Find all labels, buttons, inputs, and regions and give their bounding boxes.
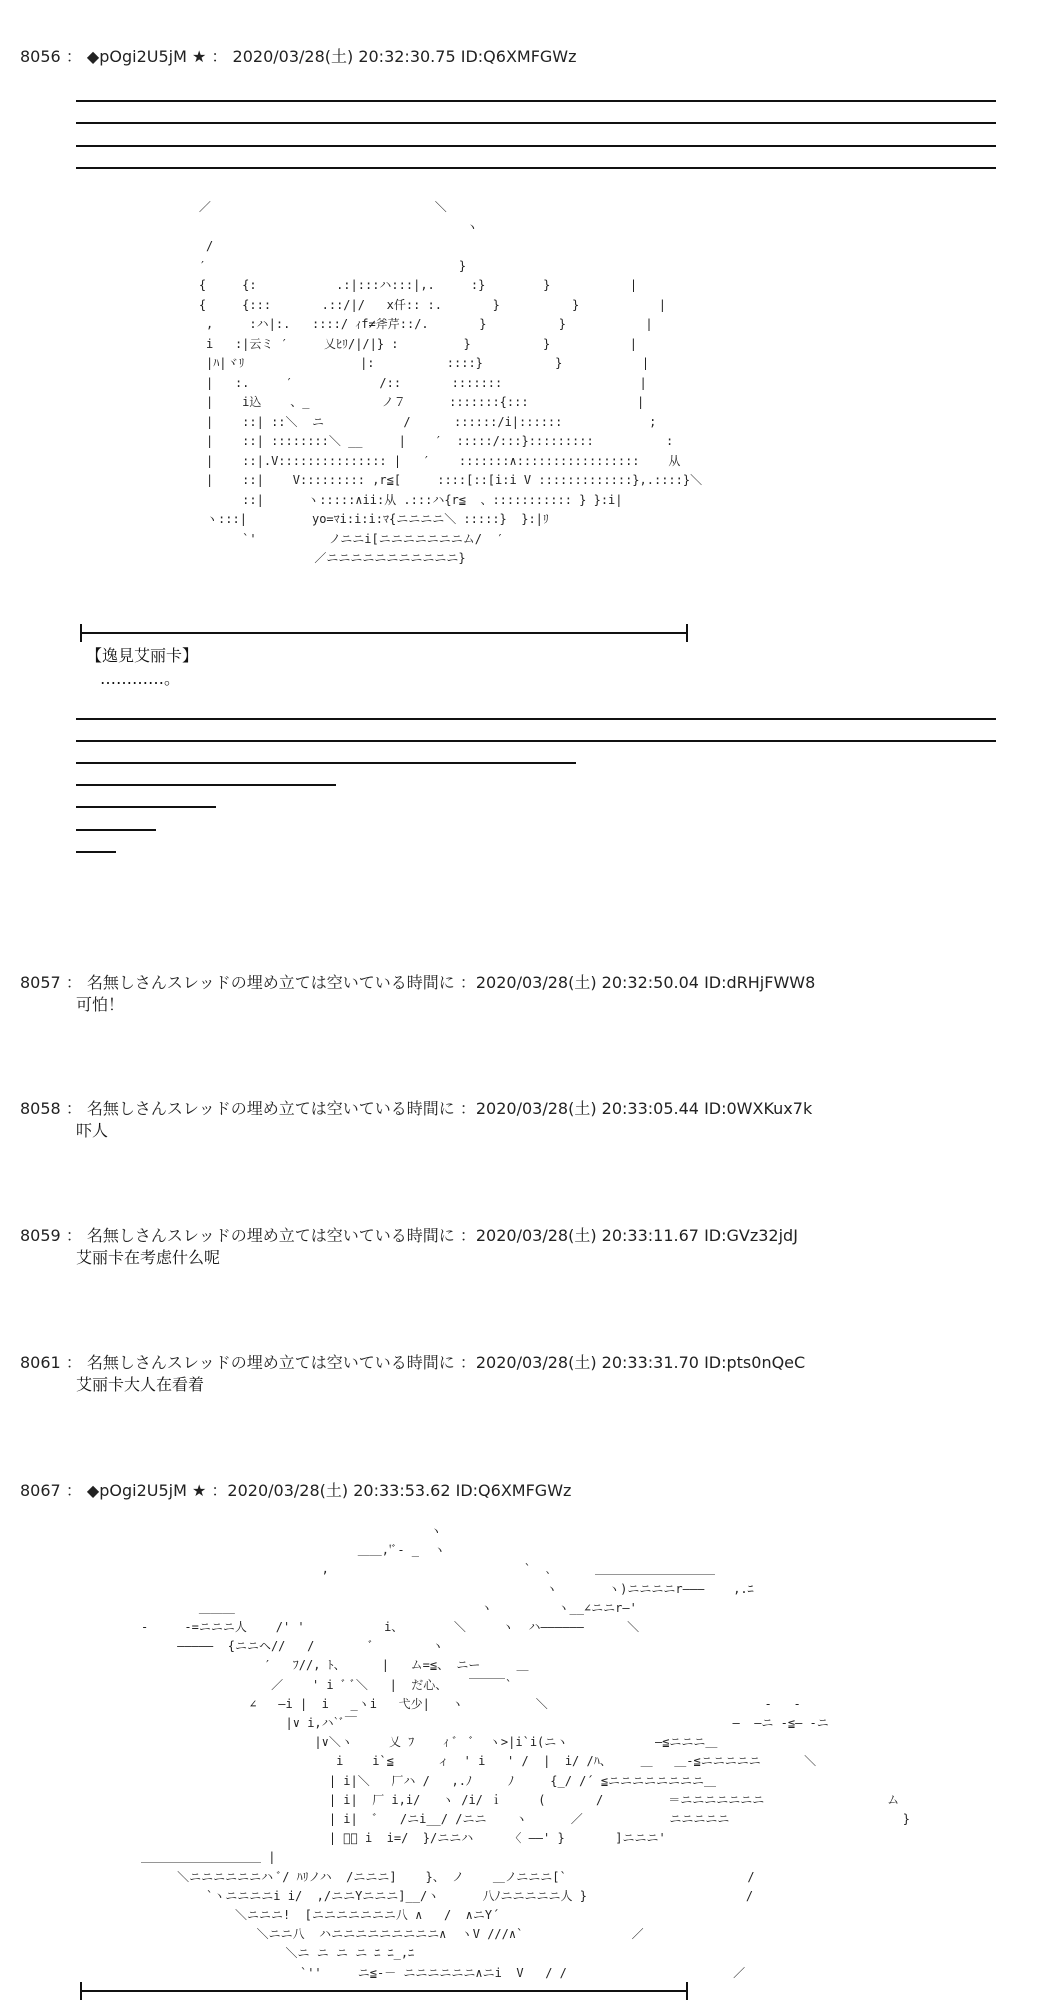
poster-name: 名無しさんスレッドの埋め立ては空いている時間に (86, 1099, 455, 1118)
post-datetime: 2020/03/28(土) 20:32:30.75 (232, 47, 456, 66)
scene-divider (80, 1990, 688, 1992)
post-number[interactable]: 8059 (20, 1226, 61, 1245)
divider-cap (686, 1982, 688, 2000)
post-8067 (20, 1480, 1030, 1502)
post-separator: ： (65, 973, 82, 992)
post-header (20, 46, 1030, 68)
separator-line (76, 806, 216, 808)
separator-line (76, 167, 996, 169)
post-8056 (20, 46, 1030, 68)
post-separator: ： (65, 1099, 82, 1118)
post-number[interactable]: 8061 (20, 1353, 61, 1372)
poster-id[interactable]: ID:pts0nQeC (704, 1353, 806, 1372)
poster-id[interactable]: ID:Q6XMFGWz (455, 1481, 572, 1500)
separator-line (76, 145, 996, 147)
post-separator: ： (65, 1481, 82, 1500)
ascii-art: ヽ ＿＿,'ﾞ‐ _ ヽ , ` ､ ＿＿＿＿＿＿＿＿＿＿ ヽ ヽ)ニニニニr――― ,.ﾆ ＿＿＿ ヽ ヽ__∠ニニr―' - -=ニニニ人 /' ' i、 ＼ ヽ ハ―――――― ＼ ――――― {ニニヘ// / ﾞ ヽ ′ ﾌ//, ﾄ、 | ム=≦、 ニー ＿ ／ ' i ﾞ ﾞ＼ | だ心、 ￣￣￣` ∠ ―i | i _ヽi 弋少| ヽ ＼ - ‐ |∨ i,ハ`ﾞ￣ ― ―ニ -≦― ‐ニ |∨＼ヽ 乂 ﾌ ｨ ﾞ ﾞ ヽ>|i`i(ニヽ ―≦ニニニ＿ i i`≦ ィ ' i ' / | i/ /ﾊ、 ＿ ＿-≦ニニニニニ ＼ | i|＼ 厂ハ / ,.ﾉ ﾉ {_/ /´ ≦ニニニニニニニニ＿ | i| 厂 i,i/ ヽ /i/ ｉ ( / ＝ニニニニニニニ ム | i| ﾞ /ニi__/ /ニニ ヽ ／ ニニニニニ } | ﾞﾞ i i=/ }/ニニハ 〈 ――' } ]ニニニ' ＿＿＿＿＿＿＿＿＿＿ | ＼ニニニニニニハ ﾞ/ ﾊﾘノハ /ニニニ] }、 ノ ＿ノニニニ[` / `ヽニニニニi i/ ,/ニニYニニニ]__/ヽ 八ﾉニニニニニ人 } / ＼ニニニ! [ニニニニニニニ八 ∧ / ∧ニY´ ＼ニニ八 ハニニニニニニニニニ∧ ヽV ///∧` ／ ＼ニ ニ ニ ニ ﾆ ﾆ_,ﾆ `'' ニ≦-－ ニニニニニニ∧ニi V / / ／ (141, 1524, 911, 1980)
post-body: 可怕！ (76, 995, 125, 1014)
post-number[interactable]: 8056 (20, 47, 61, 66)
post-header (20, 1352, 1030, 1374)
poster-name: 名無しさんスレッドの埋め立ては空いている時間に (86, 1226, 455, 1245)
post-separator: ： (65, 1226, 82, 1245)
post-header (20, 1225, 1030, 1247)
separator-line (76, 784, 336, 786)
post-number[interactable]: 8067 (20, 1481, 61, 1500)
poster-id[interactable]: ID:Q6XMFGWz (460, 47, 577, 66)
post-separator: ： (211, 47, 228, 66)
post-number[interactable]: 8057 (20, 973, 61, 992)
post-datetime: ：2020/03/28(土) 20:33:11.67 (459, 1226, 699, 1245)
dialog-speaker: 【逸見艾丽卡】 (86, 646, 199, 665)
post-datetime: ：2020/03/28(土) 20:33:05.44 (459, 1099, 699, 1118)
dialog-text: …………。 (100, 669, 181, 688)
separator-line (76, 762, 576, 764)
post-8061 (20, 1352, 1030, 1396)
poster-name: ◆pOgi2U5jM ★ (86, 47, 207, 66)
poster-name: 名無しさんスレッドの埋め立ては空いている時間に (86, 1353, 455, 1372)
divider-cap (80, 624, 82, 642)
separator-line (76, 718, 996, 720)
post-body: 吓人 (76, 1121, 109, 1140)
post-datetime: ：2020/03/28(土) 20:33:31.70 (459, 1353, 699, 1372)
ascii-art: ／ ＼ ヽ / ′ } { {: .:|:::ハ:::|,. :} } | { {::: .::/|/ x仟:: :. } } | , :ハ|:. ::::/ ｨf≠斧芹::/. } } | i :|云ミ ′ 乂ﾋﾘ/|/|} : } } | |ﾊ|ヾﾘ |: ::::} } | | :. ′ /:: ::::::: | | i込 、_ ノ７ :::::::{::: | | ::| ::＼ ニ / ::::::/i|:::::: ; | ::| ::::::::＼ __ | ′ :::::/:::}::::::::: : | ::|.V::::::::::::::: | ′ :::::::∧::::::::::::::::: 从 | ::| V::::::::: ,r≦[ ::::[::[i:i V :::::::::::::},.::::}＼ ::| ヽ:::::∧ii:从 .:::ハ{r≦ 、::::::::::: } }:i| ヽ:::| yo=ﾏi:i:i:ﾏ{ニニニニ＼ :::::} }:|ﾘ `' ノニニi[ニニニニニニニム/ ′ ／ニニニニニニニニニニニ} (198, 200, 703, 565)
separator-line (76, 851, 116, 853)
post-header (20, 972, 1030, 994)
post-datetime: ：2020/03/28(土) 20:32:50.04 (459, 973, 699, 992)
post-separator: ： (65, 47, 82, 66)
divider-cap (80, 1982, 82, 2000)
post-8058 (20, 1098, 1030, 1142)
poster-name: ◆pOgi2U5jM ★ (86, 1481, 207, 1500)
separator-line (76, 100, 996, 102)
post-separator: ： (65, 1353, 82, 1372)
poster-id[interactable]: ID:dRHjFWW8 (704, 973, 816, 992)
post-8057 (20, 972, 1030, 1016)
separator-line (76, 829, 156, 831)
post-body: 艾丽卡在考虑什么呢 (76, 1248, 221, 1267)
post-body: 艾丽卡大人在看着 (76, 1375, 205, 1394)
post-number[interactable]: 8058 (20, 1099, 61, 1118)
poster-name: 名無しさんスレッドの埋め立ては空いている時間に (86, 973, 455, 992)
post-datetime: ：2020/03/28(土) 20:33:53.62 (211, 1481, 451, 1500)
post-header (20, 1098, 1030, 1120)
post-header (20, 1480, 1030, 1502)
post-8059 (20, 1225, 1030, 1269)
poster-id[interactable]: ID:0WXKux7k (704, 1099, 813, 1118)
scene-divider (80, 632, 688, 634)
separator-line (76, 122, 996, 124)
divider-cap (686, 624, 688, 642)
separator-line (76, 740, 996, 742)
poster-id[interactable]: ID:GVz32jdJ (704, 1226, 798, 1245)
